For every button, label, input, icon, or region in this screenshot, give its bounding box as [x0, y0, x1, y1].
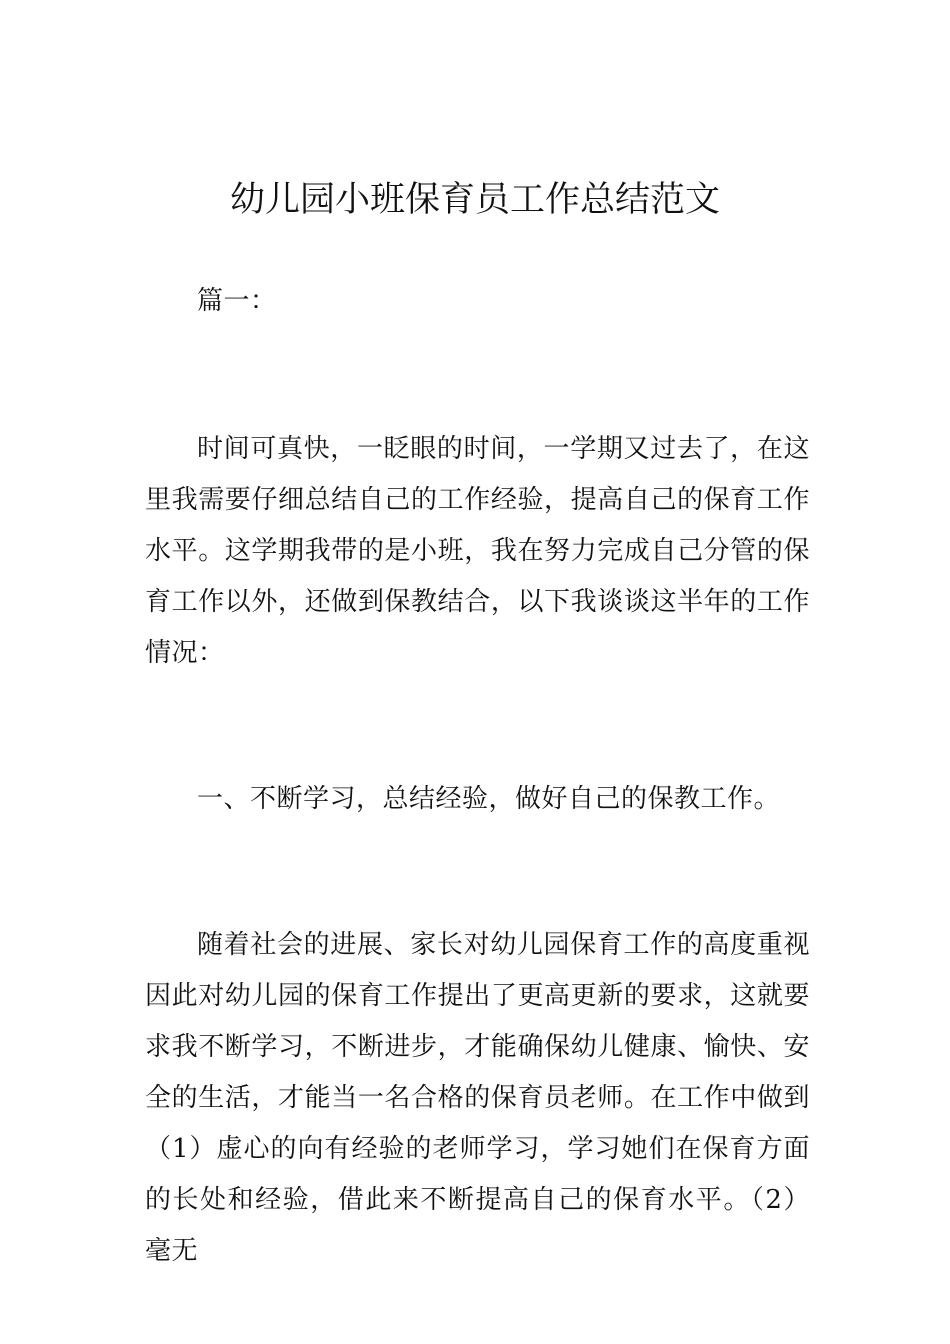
body-paragraph-1: 随着社会的进展、家长对幼儿园保育工作的高度重视因此对幼儿园的保育工作提出了更高更新的要求，这就要求我不断学习，不断进步，才能确保幼儿健康、愉快、安全的生活，才能当一名合格的保育员老师。在工作中做到（1）虚心的向有经验的老师学习，学习她们在保育方面的长处和经验，借此来不断提高自己的保育水平。（2）毫无: [145, 930, 810, 1266]
intro-paragraph: 时间可真快，一眨眼的时间，一学期又过去了，在这里我需要仔细总结自己的工作经验，提高自己的保育工作水平。这学期我带的是小班，我在努力完成自己分管的保育工作以外，还做到保教结合，以下我谈谈这半年的工作情况：: [145, 434, 810, 668]
document-title: 幼儿园小班保育员工作总结范文: [229, 180, 720, 220]
section-heading-1: 一、不断学习，总结经验，做好自己的保教工作。: [197, 784, 781, 814]
section-label: 篇一：: [197, 286, 277, 316]
